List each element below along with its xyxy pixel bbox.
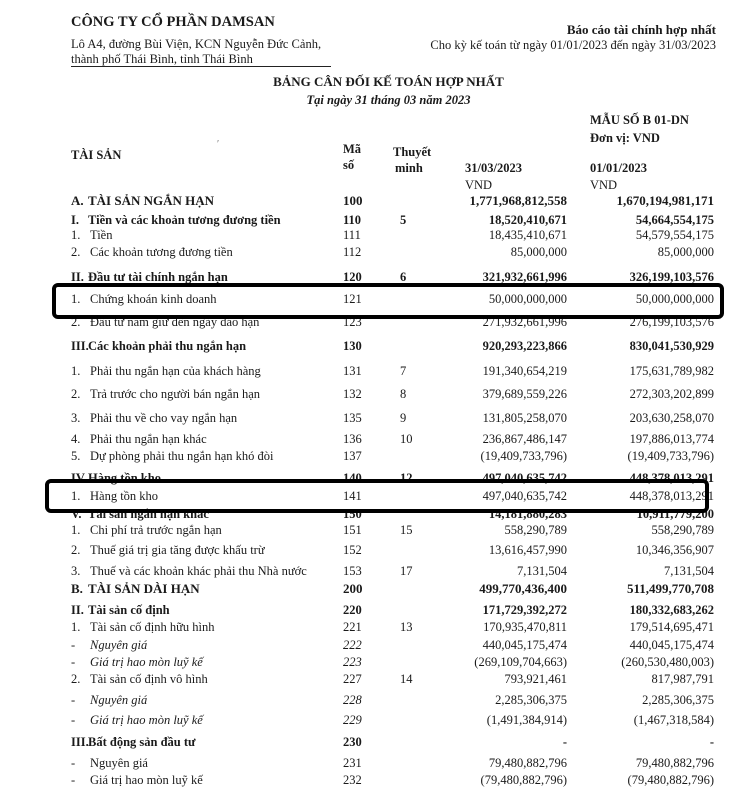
row-number: I. <box>71 213 79 227</box>
row-number: - <box>71 773 76 787</box>
table-row <box>0 489 730 504</box>
column-header-assets: TÀI SẢN <box>71 148 122 162</box>
table-row <box>0 523 730 538</box>
row-value-period-start: 558,290,789 <box>651 523 714 537</box>
row-label: Giá trị hao mòn luỹ kế <box>90 713 203 727</box>
table-row <box>0 228 730 243</box>
row-value-period-end: 170,935,470,811 <box>483 620 567 634</box>
form-number: MẪU SỐ B 01-DN <box>590 113 689 127</box>
row-label: Trả trước cho người bán ngắn hạn <box>90 387 261 401</box>
row-value-period-end: 440,045,175,474 <box>482 638 567 652</box>
row-code: 135 <box>343 411 362 425</box>
row-value-period-end: (19,409,733,796) <box>480 449 567 463</box>
table-row <box>0 672 730 687</box>
row-number: II. <box>71 270 84 284</box>
row-value-period-end: 2,285,306,375 <box>495 693 567 707</box>
row-code: 200 <box>343 581 363 596</box>
row-code: 121 <box>343 292 362 306</box>
row-value-period-end: (269,109,704,663) <box>474 655 567 669</box>
row-value-period-end: 131,805,258,070 <box>482 411 567 425</box>
row-value-period-end: 920,293,223,866 <box>482 339 567 353</box>
row-value-period-start: 79,480,882,796 <box>635 756 714 770</box>
row-label: Phải thu ngắn hạn khác <box>90 432 207 446</box>
row-number: - <box>71 756 76 770</box>
row-value-period-start: 2,285,306,375 <box>642 693 714 707</box>
row-number: 2. <box>71 672 81 686</box>
row-value-period-end: 321,932,661,996 <box>482 270 567 284</box>
row-number: 1. <box>71 228 81 242</box>
row-number: 2. <box>71 543 81 557</box>
row-value-period-start: 203,630,258,070 <box>629 411 714 425</box>
row-label: Tiền <box>90 228 113 242</box>
row-value-period-end: 50,000,000,000 <box>488 292 567 306</box>
row-number: 1. <box>71 620 81 634</box>
row-code: 220 <box>343 603 362 617</box>
column-header-note: Thuyết <box>393 145 432 159</box>
row-value-period-end: 79,480,882,796 <box>488 756 567 770</box>
row-number: 1. <box>71 489 81 503</box>
company-address-line1: Lô A4, đường Bùi Viện, KCN Nguyễn Đức Cảnh, <box>71 37 322 51</box>
row-code: 111 <box>343 228 361 242</box>
table-row <box>0 245 730 260</box>
row-value-period-start: 448,378,013,291 <box>629 471 714 485</box>
table-row <box>0 564 730 579</box>
row-code: 140 <box>343 471 362 485</box>
row-code: 228 <box>343 693 362 707</box>
row-number: 2. <box>71 387 81 401</box>
row-number: 1. <box>71 364 81 378</box>
table-row <box>0 471 730 486</box>
row-label: Nguyên giá <box>90 756 148 770</box>
scan-speck: ′ <box>217 139 220 150</box>
row-value-period-start: 1,670,194,981,171 <box>616 193 714 208</box>
row-code: 130 <box>343 339 362 353</box>
table-row <box>0 603 730 618</box>
table-row <box>0 213 730 228</box>
row-value-period-end: 7,131,504 <box>517 564 567 578</box>
row-note: 13 <box>400 620 413 634</box>
row-code: 222 <box>343 638 362 652</box>
row-code: 150 <box>343 507 362 521</box>
table-row <box>0 735 730 750</box>
row-number: II. <box>71 603 84 617</box>
row-note: 9 <box>400 411 407 425</box>
table-row <box>0 655 730 670</box>
row-value-period-start: 448,378,013,291 <box>629 489 714 503</box>
table-row <box>0 507 730 522</box>
row-value-period-end: 236,867,486,147 <box>482 432 567 446</box>
row-value-period-end: - <box>562 735 567 749</box>
row-value-period-end: (79,480,882,796) <box>480 773 567 787</box>
row-code: 232 <box>343 773 362 787</box>
row-value-period-start: (260,530,480,003) <box>621 655 714 669</box>
row-value-period-end: 13,616,457,990 <box>488 543 567 557</box>
row-value-period-start: 272,303,202,899 <box>629 387 714 401</box>
row-label: TÀI SẢN DÀI HẠN <box>88 581 200 596</box>
row-label: Phải thu về cho vay ngắn hạn <box>90 411 238 425</box>
row-value-period-start: 180,332,683,262 <box>629 603 714 617</box>
row-number: 1. <box>71 523 81 537</box>
row-value-period-start: 7,131,504 <box>664 564 714 578</box>
row-note: 6 <box>400 270 407 284</box>
row-value-period-end: 85,000,000 <box>510 245 567 259</box>
row-number: 4. <box>71 432 81 446</box>
row-value-period-end: 499,770,436,400 <box>479 581 567 596</box>
table-row <box>0 339 730 354</box>
row-label: Các khoản tương đương tiền <box>90 245 233 259</box>
document-title: BẢNG CÂN ĐỐI KẾ TOÁN HỢP NHẤT <box>273 74 504 89</box>
row-code: 131 <box>343 364 362 378</box>
row-value-period-end: (1,491,384,914) <box>486 713 567 727</box>
row-note: 5 <box>400 213 407 227</box>
row-value-period-start: 54,664,554,175 <box>635 213 714 227</box>
column-header-period-start: 01/01/2023 <box>590 161 647 175</box>
row-label: Giá trị hao mòn luỹ kế <box>90 773 203 787</box>
row-code: 100 <box>343 193 363 208</box>
row-value-period-start: - <box>709 735 714 749</box>
row-number: 2. <box>71 245 81 259</box>
row-value-period-end: 171,729,392,272 <box>482 603 567 617</box>
row-code: 223 <box>343 655 362 669</box>
row-code: 120 <box>343 270 362 284</box>
table-row <box>0 620 730 635</box>
row-label: Tài sản cố định <box>88 603 170 617</box>
row-value-period-start: 85,000,000 <box>657 245 714 259</box>
row-value-period-end: 18,520,410,671 <box>488 213 567 227</box>
row-value-period-start: 326,199,103,576 <box>629 270 714 284</box>
table-row <box>0 693 730 708</box>
row-code: 137 <box>343 449 362 463</box>
table-row <box>0 292 730 307</box>
row-value-period-end: 18,435,410,671 <box>488 228 567 242</box>
row-value-period-end: 497,040,635,742 <box>482 489 567 503</box>
row-value-period-start: 830,041,530,929 <box>629 339 714 353</box>
row-label: Hàng tồn kho <box>90 489 159 503</box>
row-note: 10 <box>400 432 413 446</box>
row-label: Giá trị hao mòn luỹ kế <box>90 655 203 669</box>
row-number: A. <box>71 193 84 208</box>
row-code: 151 <box>343 523 362 537</box>
row-value-period-end: 14,181,880,283 <box>488 507 567 521</box>
row-label: Thuế và các khoản khác phải thu Nhà nước <box>90 564 307 578</box>
row-code: 221 <box>343 620 362 634</box>
row-value-period-end: 271,932,661,996 <box>482 315 567 329</box>
row-code: 227 <box>343 672 362 686</box>
table-row <box>0 756 730 771</box>
row-value-period-end: 191,340,654,219 <box>482 364 567 378</box>
row-number: 2. <box>71 315 81 329</box>
company-name: CÔNG TY CỔ PHẦN DAMSAN <box>71 14 275 30</box>
row-number: - <box>71 713 76 727</box>
row-value-period-start: 179,514,695,471 <box>629 620 714 634</box>
row-number: III. <box>71 339 89 353</box>
row-value-period-start: 175,631,789,982 <box>629 364 714 378</box>
row-label: Tài sản cố định hữu hình <box>90 620 215 634</box>
table-row <box>0 713 730 728</box>
table-row <box>0 315 730 330</box>
row-value-period-start: (79,480,882,796) <box>627 773 714 787</box>
report-title: Báo cáo tài chính hợp nhất <box>566 22 716 37</box>
row-code: 230 <box>343 735 362 749</box>
row-value-period-end: 379,689,559,226 <box>482 387 567 401</box>
table-row <box>0 449 730 464</box>
row-value-period-start: 10,911,779,200 <box>636 507 714 521</box>
row-label: Đầu tư nắm giữ đến ngày đáo hạn <box>90 315 260 329</box>
row-code: 112 <box>343 245 362 259</box>
row-value-period-end: 793,921,461 <box>504 672 567 686</box>
row-number: V. <box>71 507 82 521</box>
row-label: Nguyên giá <box>90 638 148 652</box>
row-value-period-start: 197,886,013,774 <box>629 432 714 446</box>
row-note: 15 <box>400 523 413 537</box>
table-row <box>0 432 730 447</box>
row-code: 141 <box>343 489 362 503</box>
document-date: Tại ngày 31 tháng 03 năm 2023 <box>306 93 471 107</box>
row-code: 110 <box>343 213 362 227</box>
column-header-note-line2: minh <box>395 161 423 175</box>
row-value-period-end: 1,771,968,812,558 <box>469 193 567 208</box>
column-header-period-start-unit: VND <box>590 178 618 192</box>
row-label: Đầu tư tài chính ngắn hạn <box>88 270 228 284</box>
row-number: 3. <box>71 411 81 425</box>
row-number: 5. <box>71 449 81 463</box>
row-label: Hàng tồn kho <box>88 471 161 485</box>
row-code: 229 <box>343 713 362 727</box>
row-code: 132 <box>343 387 362 401</box>
table-row <box>0 193 730 208</box>
row-value-period-start: (1,467,318,584) <box>633 713 714 727</box>
row-label: Nguyên giá <box>90 693 148 707</box>
row-value-period-end: 497,040,635,742 <box>482 471 567 485</box>
table-row <box>0 270 730 285</box>
row-label: Chứng khoán kinh doanh <box>90 292 217 306</box>
report-period: Cho kỳ kế toán từ ngày 01/01/2023 đến ngày 31/03/2023 <box>430 38 716 52</box>
currency-unit: Đơn vị: VND <box>590 131 660 145</box>
row-number: - <box>71 693 76 707</box>
table-row <box>0 411 730 426</box>
company-address-line2: thành phố Thái Bình, tỉnh Thái Bình <box>71 52 253 66</box>
table-row <box>0 638 730 653</box>
row-code: 152 <box>343 543 362 557</box>
row-label: Phải thu ngắn hạn của khách hàng <box>90 364 261 378</box>
row-value-period-end: 558,290,789 <box>504 523 567 537</box>
row-label: Tài sản ngắn hạn khác <box>88 507 209 521</box>
row-label: Chi phí trả trước ngắn hạn <box>90 523 222 537</box>
row-note: 17 <box>400 564 413 578</box>
row-number: B. <box>71 581 83 596</box>
row-number: - <box>71 638 76 652</box>
table-row <box>0 773 730 788</box>
column-header-period-end: 31/03/2023 <box>465 161 522 175</box>
row-label: Các khoản phải thu ngắn hạn <box>88 339 247 353</box>
row-code: 153 <box>343 564 362 578</box>
column-header-period-end-unit: VND <box>465 178 493 192</box>
table-row <box>0 581 730 596</box>
row-value-period-start: 50,000,000,000 <box>635 292 714 306</box>
row-label: Thuế giá trị gia tăng được khấu trừ <box>90 543 265 557</box>
row-code: 136 <box>343 432 362 446</box>
row-value-period-start: 817,987,791 <box>651 672 714 686</box>
row-note: 12 <box>400 471 413 485</box>
row-value-period-start: 276,199,103,576 <box>629 315 714 329</box>
row-number: - <box>71 655 76 669</box>
table-row <box>0 543 730 558</box>
row-value-period-start: 511,499,770,708 <box>626 581 714 596</box>
row-label: Dự phòng phải thu ngắn hạn khó đòi <box>90 449 274 463</box>
row-number: III. <box>71 735 89 749</box>
row-label: Bất động sản đầu tư <box>88 735 196 749</box>
header-divider <box>71 66 331 67</box>
row-label: Tiền và các khoản tương đương tiền <box>88 213 281 227</box>
row-label: Tài sản cố định vô hình <box>90 672 208 686</box>
row-value-period-start: (19,409,733,796) <box>627 449 714 463</box>
row-label: TÀI SẢN NGẮN HẠN <box>88 193 215 208</box>
row-note: 14 <box>400 672 413 686</box>
row-value-period-start: 440,045,175,474 <box>629 638 714 652</box>
row-number: 1. <box>71 292 81 306</box>
row-value-period-start: 10,346,356,907 <box>635 543 714 557</box>
row-note: 7 <box>400 364 407 378</box>
row-number: IV. <box>71 471 87 485</box>
row-code: 231 <box>343 756 362 770</box>
table-row <box>0 387 730 402</box>
row-note: 8 <box>400 387 407 401</box>
row-code: 123 <box>343 315 362 329</box>
column-header-code: Mã <box>343 142 362 156</box>
row-number: 3. <box>71 564 81 578</box>
table-row <box>0 364 730 379</box>
column-header-code-line2: số <box>343 158 355 172</box>
row-value-period-start: 54,579,554,175 <box>635 228 714 242</box>
